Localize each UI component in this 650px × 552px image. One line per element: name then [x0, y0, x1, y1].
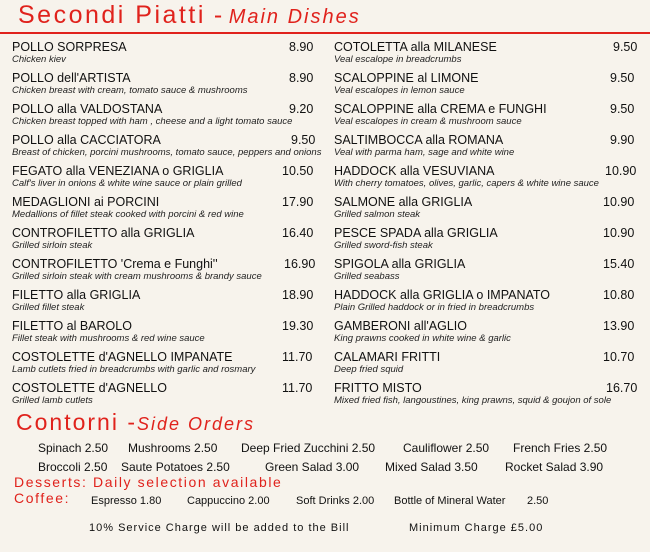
dish-price: 10.90: [603, 195, 635, 209]
dish-name: HADDOCK alla GRIGLIA o IMPANATO: [334, 288, 551, 302]
coffee-heading: Coffee:: [14, 490, 71, 506]
dish-name: COSTOLETTE d'AGNELLO IMPANATE: [12, 350, 233, 364]
drink-item: Espresso 1.80: [91, 495, 162, 507]
dish-price: 10.80: [603, 288, 635, 302]
service-charge-note: 10% Service Charge will be added to the Bill: [89, 522, 350, 534]
dish-description: Veal escalopes in cream & mushroom sauce: [334, 115, 522, 127]
dish-description: Grilled seabass: [334, 270, 400, 282]
dish-description: Plain Grilled haddock or in fried in breadcrumbs: [334, 301, 535, 313]
side-order-item: Rocket Salad 3.90: [505, 460, 604, 474]
dish-price: 10.70: [603, 350, 635, 364]
dish-item: [334, 38, 640, 69]
dish-name: COSTOLETTE d'AGNELLO: [12, 381, 167, 395]
dish-item: [12, 38, 318, 69]
dish-item: [12, 69, 318, 100]
dish-price: 17.90: [282, 195, 314, 209]
side-order-item: French Fries 2.50: [513, 441, 608, 455]
dish-item: [334, 317, 640, 348]
dish-item: [12, 255, 318, 286]
dish-description: King prawns cooked in white wine & garlic: [334, 332, 511, 344]
dish-name: HADDOCK alla VESUVIANA: [334, 164, 495, 178]
dish-name: SALTIMBOCCA alla ROMANA: [334, 133, 504, 147]
dish-price: 10.50: [282, 164, 314, 178]
dish-description: Chicken kiev: [12, 53, 66, 65]
dish-price: 9.20: [289, 102, 314, 116]
dish-item: [334, 69, 640, 100]
contorni-english: Side Orders: [137, 414, 256, 434]
dish-price: 13.90: [603, 319, 635, 333]
minimum-charge-note: Minimum Charge £5.00: [409, 522, 544, 534]
dish-item: [12, 100, 318, 131]
dish-description: Grilled lamb cutlets: [12, 394, 93, 406]
title-italian: Secondi Piatti: [18, 1, 206, 29]
dish-description: Chicken breast with cream, tomato sauce & mushrooms: [12, 84, 248, 96]
dish-item: [334, 348, 640, 379]
drink-item: Cappuccino 2.00: [187, 495, 270, 507]
side-order-item: Spinach 2.50: [38, 441, 109, 455]
dish-description: Chicken breast topped with ham , cheese and a light tomato sauce: [12, 115, 293, 127]
dish-description: Grilled fillet steak: [12, 301, 85, 313]
dish-name: SALMONE alla GRIGLIA: [334, 195, 473, 209]
dish-description: Grilled sirloin steak with cream mushrooms & brandy sauce: [12, 270, 262, 282]
dish-price: 10.90: [603, 226, 635, 240]
menu-header: [0, 0, 650, 36]
contorni-italian: Contorni: [16, 409, 119, 435]
dish-name: SPIGOLA alla GRIGLIA: [334, 257, 466, 271]
dish-name: FRITTO MISTO: [334, 381, 422, 395]
dish-name: SCALOPPINE al LIMONE: [334, 71, 479, 85]
dish-description: Deep fried squid: [334, 363, 404, 375]
dish-name: FILETTO al BAROLO: [12, 319, 132, 333]
dish-name: PESCE SPADA alla GRIGLIA: [334, 226, 498, 240]
dish-item: [334, 162, 640, 193]
dish-item: [12, 379, 318, 410]
dish-name: SCALOPPINE alla CREMA e FUNGHI: [334, 102, 547, 116]
contorni-dash: -: [127, 409, 137, 435]
dish-price: 9.50: [610, 102, 635, 116]
side-order-item: Mushrooms 2.50: [128, 441, 218, 455]
right-dish-column: [334, 38, 640, 410]
dish-name: GAMBERONI all'AGLIO: [334, 319, 467, 333]
dish-description: Lamb cutlets fried in breadcrumbs with garlic and rosmary: [12, 363, 256, 375]
dish-price: 16.40: [282, 226, 314, 240]
header-divider: [0, 32, 650, 34]
dish-item: [12, 131, 322, 162]
dish-price: 18.90: [282, 288, 314, 302]
side-order-item: Saute Potatoes 2.50: [121, 460, 230, 474]
dish-price: 15.40: [603, 257, 635, 271]
dish-description: Calf's liver in onions & white wine sauce or plain grilled: [12, 177, 242, 189]
side-order-item: Green Salad 3.00: [265, 460, 360, 474]
dish-name: POLLO dell'ARTISTA: [12, 71, 131, 85]
dish-description: Veal escalopes in lemon sauce: [334, 84, 465, 96]
dish-item: [334, 100, 640, 131]
drink-item: Bottle of Mineral Water: [394, 495, 506, 507]
dish-name: POLLO alla VALDOSTANA: [12, 102, 163, 116]
dish-price: 11.70: [282, 350, 313, 364]
side-order-item: Broccoli 2.50: [38, 460, 108, 474]
dish-name: POLLO SORPRESA: [12, 40, 127, 54]
dish-item: [334, 286, 640, 317]
dish-price: 16.90: [284, 257, 316, 271]
dish-item: [334, 379, 640, 410]
dish-price: 16.70: [606, 381, 638, 395]
drink-item: Soft Drinks 2.00: [296, 495, 375, 507]
dish-price: 9.50: [610, 71, 635, 85]
dish-name: CALAMARI FRITTI: [334, 350, 441, 364]
drink-price: 2.50: [527, 495, 549, 507]
dish-item: [334, 193, 640, 224]
dish-item: [12, 224, 318, 255]
dish-price: 8.90: [289, 71, 314, 85]
dish-description: Grilled sword-fish steak: [334, 239, 433, 251]
dish-name: FEGATO alla VENEZIANA o GRIGLIA: [12, 164, 224, 178]
dish-price: 9.50: [613, 40, 638, 54]
dish-price: 9.90: [610, 133, 635, 147]
dish-description: Grilled sirloin steak: [12, 239, 93, 251]
dish-description: Breast of chicken, porcini mushrooms, tomato sauce, peppers and onions: [12, 146, 322, 158]
dish-name: FILETTO alla GRIGLIA: [12, 288, 141, 302]
dish-item: [334, 255, 640, 286]
side-orders-title: [16, 409, 255, 436]
title-english: Main Dishes: [228, 6, 361, 28]
desserts-note: Desserts: Daily selection available: [14, 474, 283, 490]
dish-price: 8.90: [289, 40, 314, 54]
side-order-item: Cauliflower 2.50: [403, 441, 490, 455]
dish-price: 11.70: [282, 381, 313, 395]
dish-description: Medallions of fillet steak cooked with porcini & red wine: [12, 208, 244, 220]
dish-name: POLLO alla CACCIATORA: [12, 133, 161, 147]
title-dash: -: [213, 1, 225, 29]
dish-item: [334, 131, 640, 162]
dish-price: 10.90: [605, 164, 637, 178]
dish-item: [12, 162, 318, 193]
dish-item: [12, 193, 318, 224]
dish-description: Veal escalope in breadcrumbs: [334, 53, 462, 65]
dish-item: [334, 224, 640, 255]
dish-name: CONTROFILETTO 'Crema e Funghi'': [12, 257, 218, 271]
left-dish-column: [12, 38, 322, 410]
dish-name: COTOLETTA alla MILANESE: [334, 40, 497, 54]
dish-description: With cherry tomatoes, olives, garlic, capers & white wine sauce: [334, 177, 599, 189]
dish-price: 9.50: [291, 133, 316, 147]
dish-name: CONTROFILETTO alla GRIGLIA: [12, 226, 195, 240]
dish-name: MEDAGLIONI ai PORCINI: [12, 195, 160, 209]
dish-item: [12, 348, 318, 379]
dish-description: Grilled salmon steak: [334, 208, 421, 220]
side-order-item: Deep Fried Zucchini 2.50: [241, 441, 376, 455]
side-order-item: Mixed Salad 3.50: [385, 460, 478, 474]
dish-price: 19.30: [282, 319, 314, 333]
dish-description: Veal with parma ham, sage and white wine: [334, 146, 515, 158]
page-title: [18, 1, 361, 30]
dish-item: [12, 317, 318, 348]
dish-description: Fillet steak with mushrooms & red wine sauce: [12, 332, 205, 344]
dish-item: [12, 286, 318, 317]
dish-description: Mixed fried fish, langoustines, king prawns, squid & goujon of sole: [334, 394, 612, 406]
